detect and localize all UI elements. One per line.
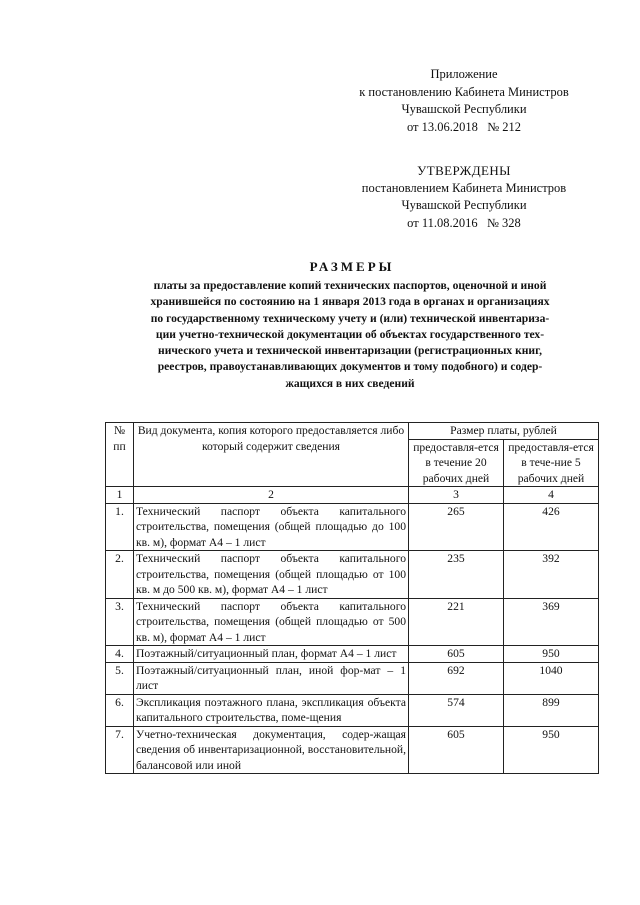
subtitle-line-4: ции учетно-технической документации об объектах государственного тех- xyxy=(155,327,545,341)
header-fee-20-days: предоставля-ется в течение 20 рабочих дней xyxy=(409,439,504,487)
row-number: 6. xyxy=(106,694,134,726)
table-row xyxy=(106,662,599,694)
approval-line-1: постановлением Кабинета Министров xyxy=(361,180,567,195)
column-number-row xyxy=(106,487,599,504)
subtitle-line-3: по государственному техническому учету и (или) технической инвентариза- xyxy=(150,311,550,325)
appendix-line-3: Чувашской Республики xyxy=(401,102,527,116)
column-number: 3 xyxy=(409,487,504,504)
subtitle-line-2: хранившейся по состоянию на 1 января 2013 года в органах и организациях xyxy=(150,295,550,309)
table-row xyxy=(106,551,599,599)
row-fee-20-days: 605 xyxy=(409,646,504,663)
row-document-type: Технический паспорт объекта капитального строительства, помещения (общей площадью от 100 кв. м до 500 кв. м), формат А4 – 1 лист xyxy=(134,551,409,599)
appendix-line-4: от 13.06.2018 № 212 xyxy=(406,119,522,134)
row-fee-20-days: 235 xyxy=(409,551,504,599)
row-fee-20-days: 605 xyxy=(409,726,504,774)
table-row xyxy=(106,726,599,774)
column-number: 2 xyxy=(134,487,409,504)
appendix-block xyxy=(330,66,598,136)
row-document-type: Технический паспорт объекта капитального строительства, помещения (общей площадью от 500 кв. м), формат А4 – 1 лист xyxy=(134,598,409,646)
table-header-row xyxy=(106,423,599,440)
header-fee-group: Размер платы, рублей xyxy=(409,423,599,440)
appendix-line-1: Приложение xyxy=(430,67,498,81)
row-fee-20-days: 265 xyxy=(409,503,504,551)
approval-line-3: от 11.08.2016 № 328 xyxy=(407,215,521,230)
header-num: № пп xyxy=(106,423,134,487)
row-number: 5. xyxy=(106,662,134,694)
row-fee-20-days: 692 xyxy=(409,662,504,694)
row-number: 2. xyxy=(106,551,134,599)
row-document-type: Поэтажный/ситуационный план, формат А4 – 1 лист xyxy=(134,646,409,663)
approval-block xyxy=(330,162,598,232)
row-fee-5-days: 1040 xyxy=(504,662,599,694)
table-row xyxy=(106,694,599,726)
row-fee-5-days: 899 xyxy=(504,694,599,726)
row-number: 4. xyxy=(106,646,134,663)
approval-heading: УТВЕРЖДЕНЫ xyxy=(417,163,511,178)
appendix-line-2: к постановлению Кабинета Министров xyxy=(359,84,569,99)
row-fee-5-days: 369 xyxy=(504,598,599,646)
row-document-type: Технический паспорт объекта капитального строительства, помещения (общей площадью до 100 кв. м), формат А4 – 1 лист xyxy=(134,503,409,551)
row-fee-20-days: 221 xyxy=(409,598,504,646)
row-document-type: Экспликация поэтажного плана, экспликация объекта капитального строительства, поме-щения xyxy=(134,694,409,726)
row-number: 1. xyxy=(106,503,134,551)
column-number: 4 xyxy=(504,487,599,504)
table-row xyxy=(106,503,599,551)
subtitle-line-5: нического учета и технической инвентаризации (регистрационных книг, xyxy=(158,344,542,358)
row-fee-5-days: 426 xyxy=(504,503,599,551)
row-fee-5-days: 392 xyxy=(504,551,599,599)
row-document-type: Учетно-техническая документация, содер-жащая сведения об инвентаризационной, восстановительной, балансовой или иной xyxy=(134,726,409,774)
header-fee-5-days: предоставля-ется в тече-ние 5 рабочих дней xyxy=(504,439,599,487)
row-fee-5-days: 950 xyxy=(504,646,599,663)
row-fee-5-days: 950 xyxy=(504,726,599,774)
row-number: 3. xyxy=(106,598,134,646)
row-number: 7. xyxy=(106,726,134,774)
fee-table xyxy=(105,422,599,774)
subtitle-line-1: платы за предоставление копий технических паспортов, оценочной и иной xyxy=(153,279,547,292)
table-row xyxy=(106,598,599,646)
document-subtitle xyxy=(103,278,597,392)
document-title: РАЗМЕРЫ xyxy=(309,259,395,274)
row-document-type: Поэтажный/ситуационный план, иной фор-мат – 1 лист xyxy=(134,662,409,694)
subtitle-line-7: жащихся в них сведений xyxy=(285,376,415,390)
header-document-type: Вид документа, копия которого предоставляется либо который содержит сведения xyxy=(134,423,409,487)
table-row xyxy=(106,646,599,663)
approval-line-2: Чувашской Республики xyxy=(401,198,527,212)
row-fee-20-days: 574 xyxy=(409,694,504,726)
subtitle-line-6: реестров, правоустанавливающих документов и тому подобного) и содер- xyxy=(157,360,543,374)
column-number: 1 xyxy=(106,487,134,504)
